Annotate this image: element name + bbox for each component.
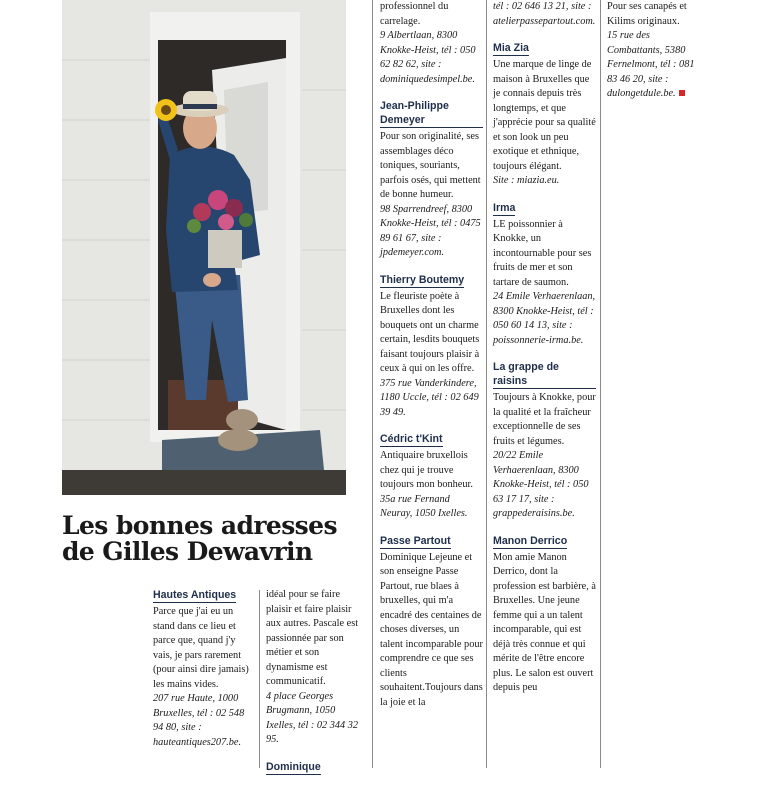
address-entry xyxy=(153,588,253,750)
column-b xyxy=(266,588,366,789)
entry-description: Le fleuriste poète à Bruxelles dont les bouquets ont un charme certain, lesdits bouquets faisant toujours plaisir à ceux à qui on les offre. xyxy=(380,290,480,374)
column-c xyxy=(380,0,483,722)
headline-line-2: de Gilles Dewavrin xyxy=(62,537,313,566)
article-headline xyxy=(62,513,362,565)
entry-address: 9 Albertlaan, 8300 Knokke-Heist, tél : 050 62 82 62, site : dominiquedesimpel.be. xyxy=(380,30,476,85)
column-e xyxy=(607,0,707,114)
address-entry xyxy=(266,760,366,777)
address-entry xyxy=(380,273,483,421)
address-entry xyxy=(493,201,596,349)
entry-address-text: 15 rue des Combattants, 5380 Fernelmont, tél : 081 83 46 20, site : dulongetdule.be. xyxy=(607,30,695,99)
entry-name: Dominique xyxy=(266,760,321,773)
entry-address: 20/22 Emile Verhaerenlaan, 8300 Knokke-Heist, tél : 050 63 17 17, site : grappederaisins.be. xyxy=(493,450,589,519)
entry-name: La grappe de raisins xyxy=(493,360,596,389)
entry-description: Parce que j'ai eu un stand dans ce lieu et parce que, quand j'y vais, je pars rarement (pour ainsi dire jamais) les mains vides. xyxy=(153,606,249,690)
column-rule-2 xyxy=(372,0,373,768)
entry-description: Toujours à Knokke, pour la qualité et la fraîcheur exceptionnelle de ses fruits et légumes. xyxy=(493,392,596,447)
column-rule-1 xyxy=(259,590,260,768)
entry-description: Pour son originalité, ses assemblages déco toniques, souriants, parfois osés, qui mettent de bonne humeur. xyxy=(380,131,481,200)
address-entry xyxy=(380,534,483,711)
entry-address: 35a rue Fernand Neuray, 1050 Ixelles. xyxy=(380,493,468,519)
entry-name: Manon Derrico xyxy=(493,534,568,547)
entry-address: 4 place Georges Brugmann, 1050 Ixelles, tél : 02 344 32 95. xyxy=(266,690,359,745)
column-d xyxy=(493,0,596,708)
entry-name: Passe Partout xyxy=(380,534,451,547)
entry-address: 98 Sparrendreef, 8300 Knokke-Heist, tél : 0475 89 61 67, site : jpdemeyer.com. xyxy=(380,203,481,258)
entry-name: Mia Zia xyxy=(493,42,529,54)
entry-description: Une marque de linge de maison à Bruxelles que je connais depuis très longtemps, et que j'apprécie pour sa qualité et son look un peu exotique et ethnique, toujours élégant. xyxy=(493,59,596,172)
address-entry xyxy=(493,0,596,29)
entry-description: Mon amie Manon Derrico, dont la profession est barbière, à Bruxelles. Une jeune femme qui a un talent incomparable, qui est déjà très connue et qui mérite de l'être encore plus. Le salon est ouvert depuis peu xyxy=(493,551,596,693)
entry-address: 375 rue Vanderkindere, 1180 Uccle, tél : 02 649 39 49. xyxy=(380,377,479,418)
address-entry xyxy=(266,588,366,748)
entry-address: 207 rue Haute, 1000 Bruxelles, tél : 02 548 94 80, site : hauteantiques207.be. xyxy=(153,693,245,748)
entry-description: idéal pour se faire plaisir et faire plaisir aux autres. Pascale est passionnée par son métier et son dynamisme est communicatif. xyxy=(266,589,359,687)
address-entry xyxy=(380,432,483,522)
red-square-end-mark-icon xyxy=(679,90,685,96)
entry-name: Cédric t'Kint xyxy=(380,433,443,445)
entry-description: professionnel du carrelage. xyxy=(380,1,449,27)
entry-description: LE poissonnier à Knokke, un incontournable pour ses fruits de mer et son tartare de saumon. xyxy=(493,218,592,288)
entry-name: Hautes Antiques xyxy=(153,589,237,601)
entry-address: tél : 02 646 13 21, site : atelierpassepartout.com. xyxy=(493,1,596,27)
address-entry xyxy=(493,534,596,696)
address-entry xyxy=(380,0,483,87)
address-entry xyxy=(380,99,483,261)
entry-name: Jean-Philippe Demeyer xyxy=(380,99,483,128)
address-entry xyxy=(493,41,596,189)
portrait-photo xyxy=(62,0,346,495)
column-rule-3 xyxy=(486,0,487,768)
entry-address: Site : miazia.eu. xyxy=(493,175,560,186)
headline-line-1: Les bonnes adresses xyxy=(62,511,337,540)
address-entry xyxy=(493,360,596,522)
entry-address xyxy=(607,29,707,102)
column-rule-4 xyxy=(600,0,601,768)
address-entry xyxy=(607,0,707,102)
entry-address: 24 Emile Verhaerenlaan, 8300 Knokke-Heist, tél : 050 60 14 13, site : poissonnerie-irma.be. xyxy=(493,291,596,346)
entry-name: Thierry Boutemy xyxy=(380,273,465,286)
entry-description: Dominique Lejeune et son enseigne Passe Partout, rue blaes à bruxelles, qui m'a encadré des centaines de choses diverses, un talent incomparable pour comprendre ce que ses clients souhaitent.Toujours dans la joie et la xyxy=(380,551,483,708)
entry-name: Irma xyxy=(493,201,516,214)
entry-description: Antiquaire bruxellois chez qui je trouve toujours mon bonheur. xyxy=(380,450,473,490)
column-a xyxy=(153,588,253,762)
entry-description: Pour ses canapés et Kilims originaux. xyxy=(607,1,687,27)
